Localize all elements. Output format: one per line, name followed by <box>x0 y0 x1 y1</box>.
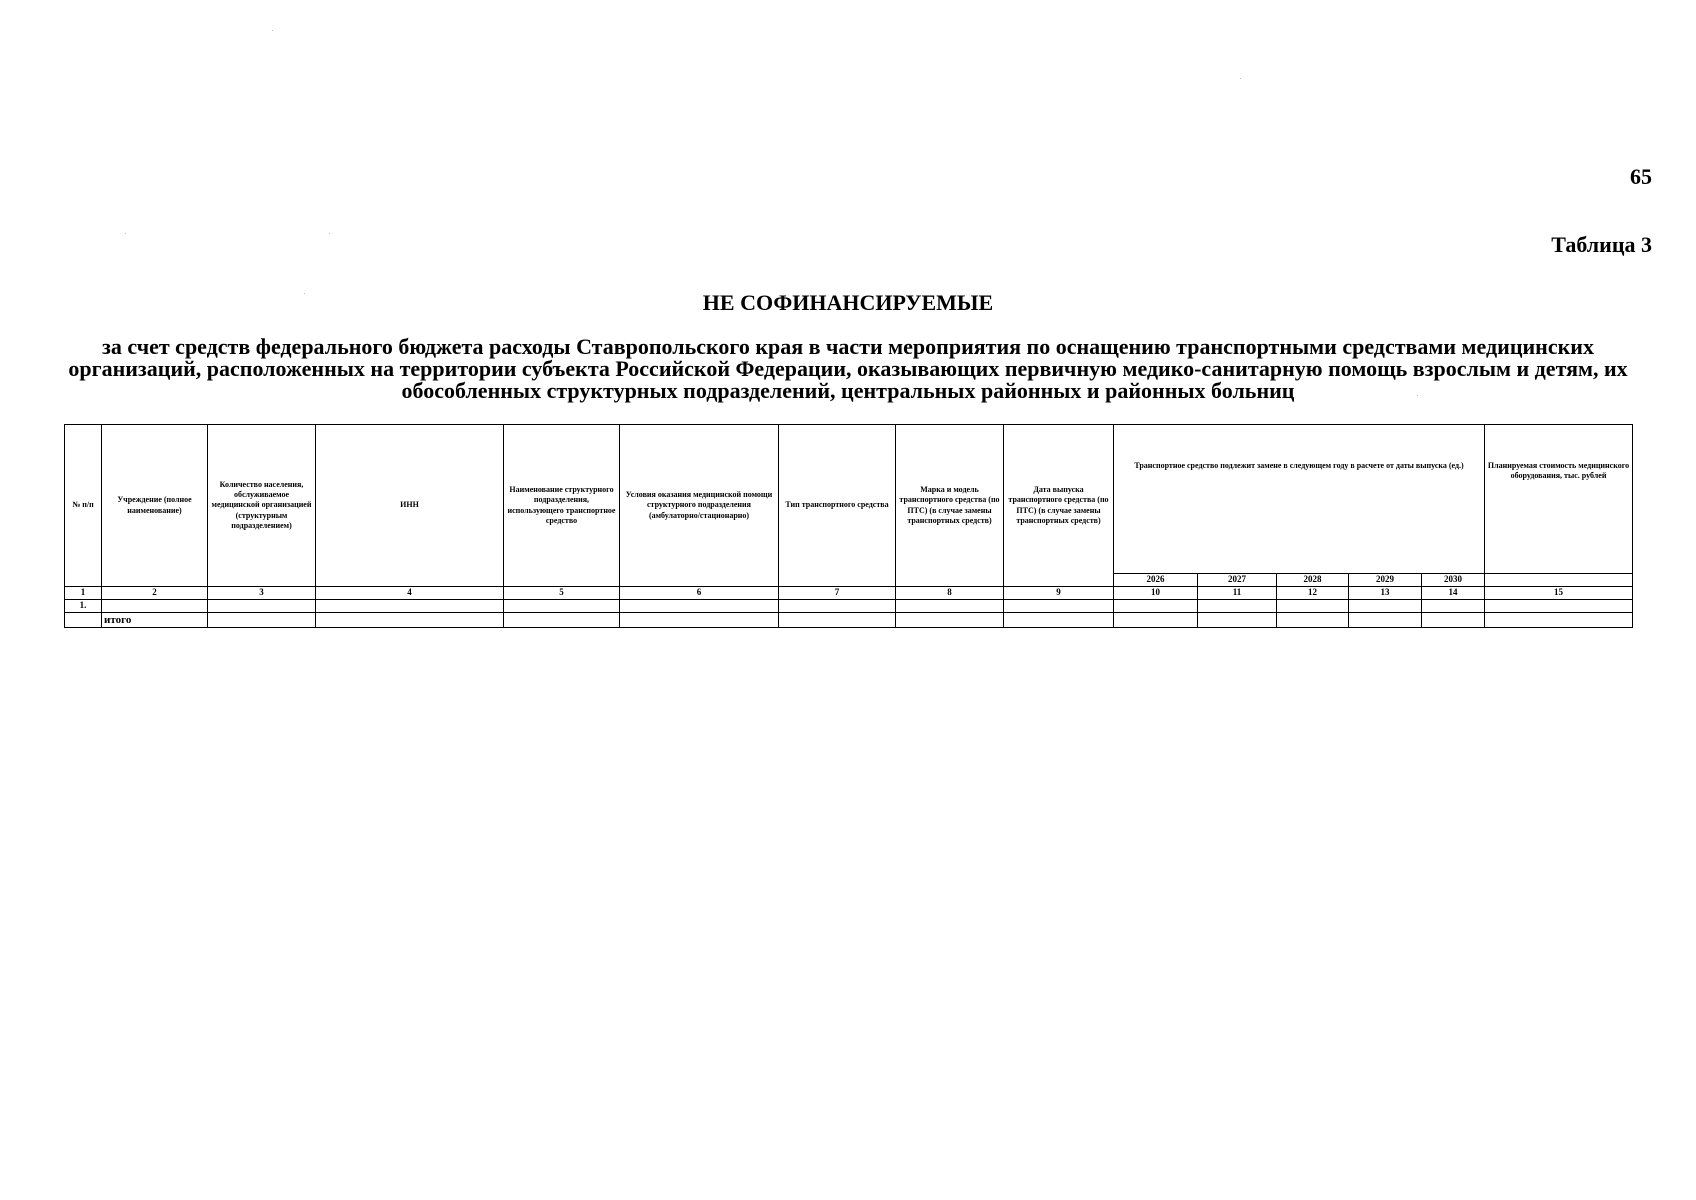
page-number: 65 <box>1630 164 1652 189</box>
column-number: 13 <box>1349 587 1422 600</box>
table-cell <box>65 613 102 628</box>
column-number: 10 <box>1114 587 1198 600</box>
header-population: Количество населения, обслуживаемое медицинской организацией (структурным подразделением) <box>208 425 316 587</box>
table-cell <box>1422 600 1485 613</box>
table-cell <box>1004 600 1114 613</box>
table-cell <box>779 613 896 628</box>
table-cell <box>504 613 620 628</box>
table-cell <box>1114 600 1198 613</box>
scan-speck <box>1240 78 1241 79</box>
header-vehicle-type: Тип транспортного средства <box>779 425 896 587</box>
table-cell <box>1349 613 1422 628</box>
table-cell <box>1277 600 1349 613</box>
scan-speck <box>329 233 330 234</box>
table-cell <box>1004 613 1114 628</box>
column-number: 3 <box>208 587 316 600</box>
table-cell <box>1485 613 1633 628</box>
column-number: 9 <box>1004 587 1114 600</box>
table-cell <box>779 600 896 613</box>
header-year: 2027 <box>1198 574 1277 587</box>
total-row <box>65 613 1633 628</box>
table-row <box>65 600 1633 613</box>
table-cell <box>316 613 504 628</box>
table-cell <box>1114 613 1198 628</box>
column-number: 15 <box>1485 587 1633 600</box>
header-row-number: № п/п <box>65 425 102 587</box>
scan-speck <box>125 233 126 234</box>
table-cell <box>504 600 620 613</box>
scan-speck <box>272 30 273 31</box>
table-cell <box>1198 613 1277 628</box>
table-cell <box>316 600 504 613</box>
column-number: 12 <box>1277 587 1349 600</box>
header-row <box>65 425 1633 574</box>
column-number: 11 <box>1198 587 1277 600</box>
column-number: 4 <box>316 587 504 600</box>
table-cell <box>1422 613 1485 628</box>
report-table <box>64 424 1633 628</box>
table-cell <box>1349 600 1422 613</box>
document-title: НЕ СОФИНАНСИРУЕМЫЕ <box>702 290 994 315</box>
column-number: 6 <box>620 587 779 600</box>
header-structural-unit: Наименование структурного подразделения, использующего транспортное средство <box>504 425 620 587</box>
column-number-row <box>65 587 1633 600</box>
header-replacement-year: Транспортное средство подлежит замене в следующем году в расчете от даты выпуска (ед.) <box>1114 425 1485 574</box>
table-cell <box>208 613 316 628</box>
header-year: 2029 <box>1349 574 1422 587</box>
total-label: итого <box>102 613 208 628</box>
header-vehicle-model: Марка и модель транспортного средства (по ПТС) (в случае замены транспортных средств) <box>896 425 1004 587</box>
column-number: 5 <box>504 587 620 600</box>
column-number: 1 <box>65 587 102 600</box>
header-year: 2026 <box>1114 574 1198 587</box>
table-cell <box>620 600 779 613</box>
table-cell <box>1485 600 1633 613</box>
table-cell <box>208 600 316 613</box>
table-cell <box>896 613 1004 628</box>
header-care-conditions: Условия оказания медицинской помощи структурного подразделения (амбулаторно/стационарно) <box>620 425 779 587</box>
table-cell <box>1198 600 1277 613</box>
table-cell <box>102 600 208 613</box>
table-cell <box>896 600 1004 613</box>
header-year: 2028 <box>1277 574 1349 587</box>
column-number: 8 <box>896 587 1004 600</box>
column-number: 14 <box>1422 587 1485 600</box>
table-label: Таблица 3 <box>1551 232 1652 257</box>
table-cell <box>1277 613 1349 628</box>
document-subtitle: за счет средств федерального бюджета расходы Ставропольского края в части мероприятия по оснащению транспортными средствами медицинских организаций, расположенных на территории субъекта Российской Федерации, оказывающих первичную медико-санитарную помощь взрослым и детям, их обособленных структурных подразделений, центральных районных и районных больниц <box>68 334 1628 403</box>
column-number: 7 <box>779 587 896 600</box>
header-inn: ИНН <box>316 425 504 587</box>
header-planned-cost: Планируемая стоимость медицинского оборудования, тыс. рублей <box>1485 425 1633 574</box>
column-number: 2 <box>102 587 208 600</box>
header-year-blank <box>1485 574 1633 587</box>
header-institution: Учреждение (полное наименование) <box>102 425 208 587</box>
header-manufacture-date: Дата выпуска транспортного средства (по ПТС) (в случае замены транспортных средств) <box>1004 425 1114 587</box>
row-number: 1. <box>65 600 102 613</box>
header-year: 2030 <box>1422 574 1485 587</box>
table-cell <box>620 613 779 628</box>
